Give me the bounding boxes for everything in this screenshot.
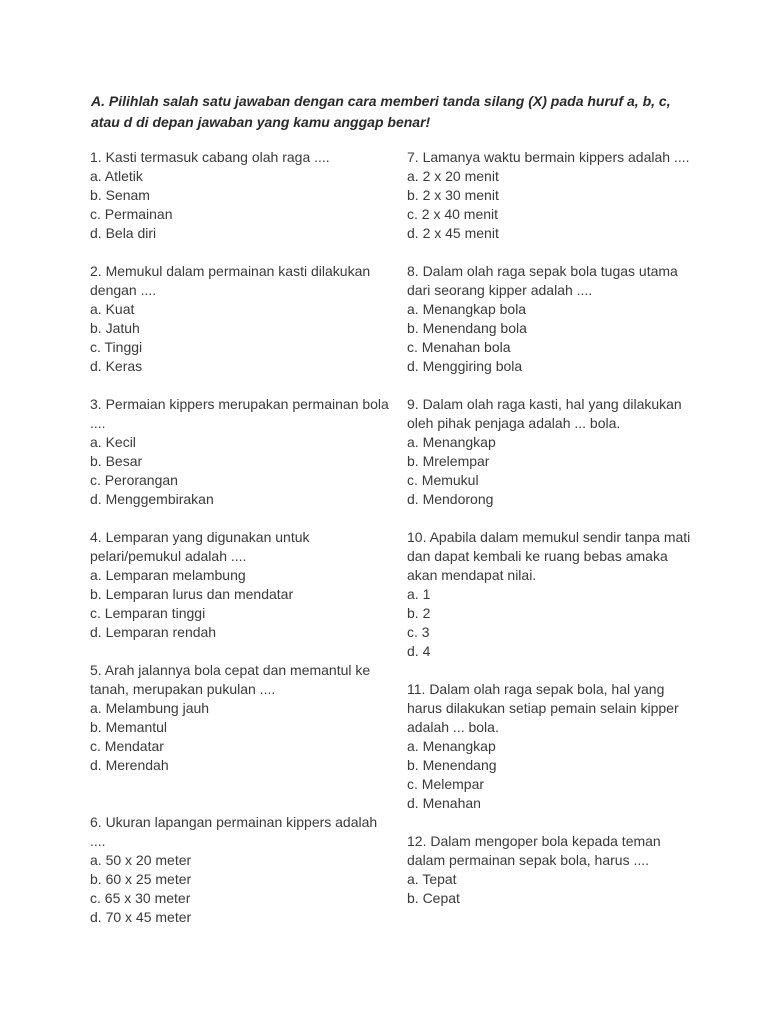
question-text: 6. Ukuran lapangan permainan kippers adalah .... <box>90 814 378 849</box>
question-text: 10. Apabila dalam memukul sendir tanpa mati dan dapat kembali ke ruang bebas amaka akan mendapat nilai. <box>407 529 691 583</box>
option-a: a. Melambung jauh <box>90 700 210 716</box>
option-b: b. Besar <box>90 453 143 469</box>
question-text: 1. Kasti termasuk cabang olah raga .... <box>90 149 330 165</box>
option-d: d. 70 x 45 meter <box>90 909 192 925</box>
question-12 <box>407 832 697 908</box>
option-b: b. 2 x 30 menit <box>407 187 499 203</box>
question-text: 5. Arah jalannya bola cepat dan memantul ke tanah, merupakan pukulan .... <box>90 662 371 697</box>
question-5 <box>90 661 390 775</box>
option-b: b. Cepat <box>407 890 460 906</box>
option-d: d. 2 x 45 menit <box>407 225 499 241</box>
question-text: 2. Memukul dalam permainan kasti dilakukan dengan .... <box>90 263 371 298</box>
option-b: b. Menendang bola <box>407 320 527 336</box>
question-text: 9. Dalam olah raga kasti, hal yang dilakukan oleh pihak penjaga adalah ... bola. <box>407 396 682 431</box>
question-3 <box>90 395 390 509</box>
question-text: 8. Dalam olah raga sepak bola tugas utama dari seorang kipper adalah .... <box>407 263 678 298</box>
option-c: c. Melempar <box>407 776 485 792</box>
question-11 <box>407 680 697 813</box>
option-a: a. 50 x 20 meter <box>90 852 192 868</box>
option-b: b. Menendang <box>407 757 497 773</box>
option-a: a. Tepat <box>407 871 457 887</box>
question-text: 4. Lemparan yang digunakan untuk pelari/pemukul adalah .... <box>90 529 310 564</box>
question-7 <box>407 148 697 243</box>
question-8 <box>407 262 697 376</box>
question-1 <box>90 148 390 243</box>
option-b: b. Jatuh <box>90 320 140 336</box>
instruction-heading: A. Pilihlah salah satu jawaban dengan cara memberi tanda silang (X) pada huruf a, b, c, atau d di depan jawaban yang kamu anggap benar! <box>91 93 671 130</box>
option-c: c. Lemparan tinggi <box>90 605 206 621</box>
option-c: c. 2 x 40 menit <box>407 206 499 222</box>
option-a: a. Lemparan melambung <box>90 567 246 583</box>
option-d: d. Bela diri <box>90 225 157 241</box>
option-c: c. Tinggi <box>90 339 143 355</box>
question-4 <box>90 528 390 642</box>
option-a: a. 2 x 20 menit <box>407 168 499 184</box>
option-a: a. Kuat <box>90 301 135 317</box>
option-c: c. Mendatar <box>90 738 164 754</box>
option-d: d. Menggiring bola <box>407 358 523 374</box>
option-c: c. 65 x 30 meter <box>90 890 191 906</box>
option-c: c. Menahan bola <box>407 339 511 355</box>
option-d: d. 4 <box>407 643 431 659</box>
option-b: b. 60 x 25 meter <box>90 871 192 887</box>
option-c: c. 3 <box>407 624 430 640</box>
option-c: c. Perorangan <box>90 472 178 488</box>
option-b: b. 2 <box>407 605 431 621</box>
option-c: c. Permainan <box>90 206 173 222</box>
question-text: 3. Permaian kippers merupakan permainan bola .... <box>90 396 389 431</box>
question-text: 7. Lamanya waktu bermain kippers adalah .... <box>407 149 690 165</box>
option-a: a. Menangkap <box>407 738 496 754</box>
option-b: b. Senam <box>90 187 150 203</box>
option-b: b. Lemparan lurus dan mendatar <box>90 586 294 602</box>
question-10 <box>407 528 697 661</box>
option-d: d. Menggembirakan <box>90 491 214 507</box>
question-text: 12. Dalam mengoper bola kepada teman dalam permainan sepak bola, harus .... <box>407 833 661 868</box>
right-column <box>407 148 697 908</box>
question-9 <box>407 395 697 509</box>
option-a: a. Atletik <box>90 168 143 184</box>
option-a: a. 1 <box>407 586 431 602</box>
left-column <box>90 148 390 927</box>
option-a: a. Kecil <box>90 434 136 450</box>
option-d: d. Merendah <box>90 757 169 773</box>
option-d: d. Mendorong <box>407 491 494 507</box>
option-a: a. Menangkap bola <box>407 301 527 317</box>
question-6 <box>90 813 390 927</box>
question-2 <box>90 262 390 376</box>
question-text: 11. Dalam olah raga sepak bola, hal yang harus dilakukan setiap pemain selain kipper adalah ... bola. <box>407 681 679 735</box>
option-b: b. Mrelempar <box>407 453 490 469</box>
option-c: c. Memukul <box>407 472 479 488</box>
option-d: d. Lemparan rendah <box>90 624 217 640</box>
option-b: b. Memantul <box>90 719 168 735</box>
option-d: d. Menahan <box>407 795 481 811</box>
option-d: d. Keras <box>90 358 143 374</box>
option-a: a. Menangkap <box>407 434 496 450</box>
